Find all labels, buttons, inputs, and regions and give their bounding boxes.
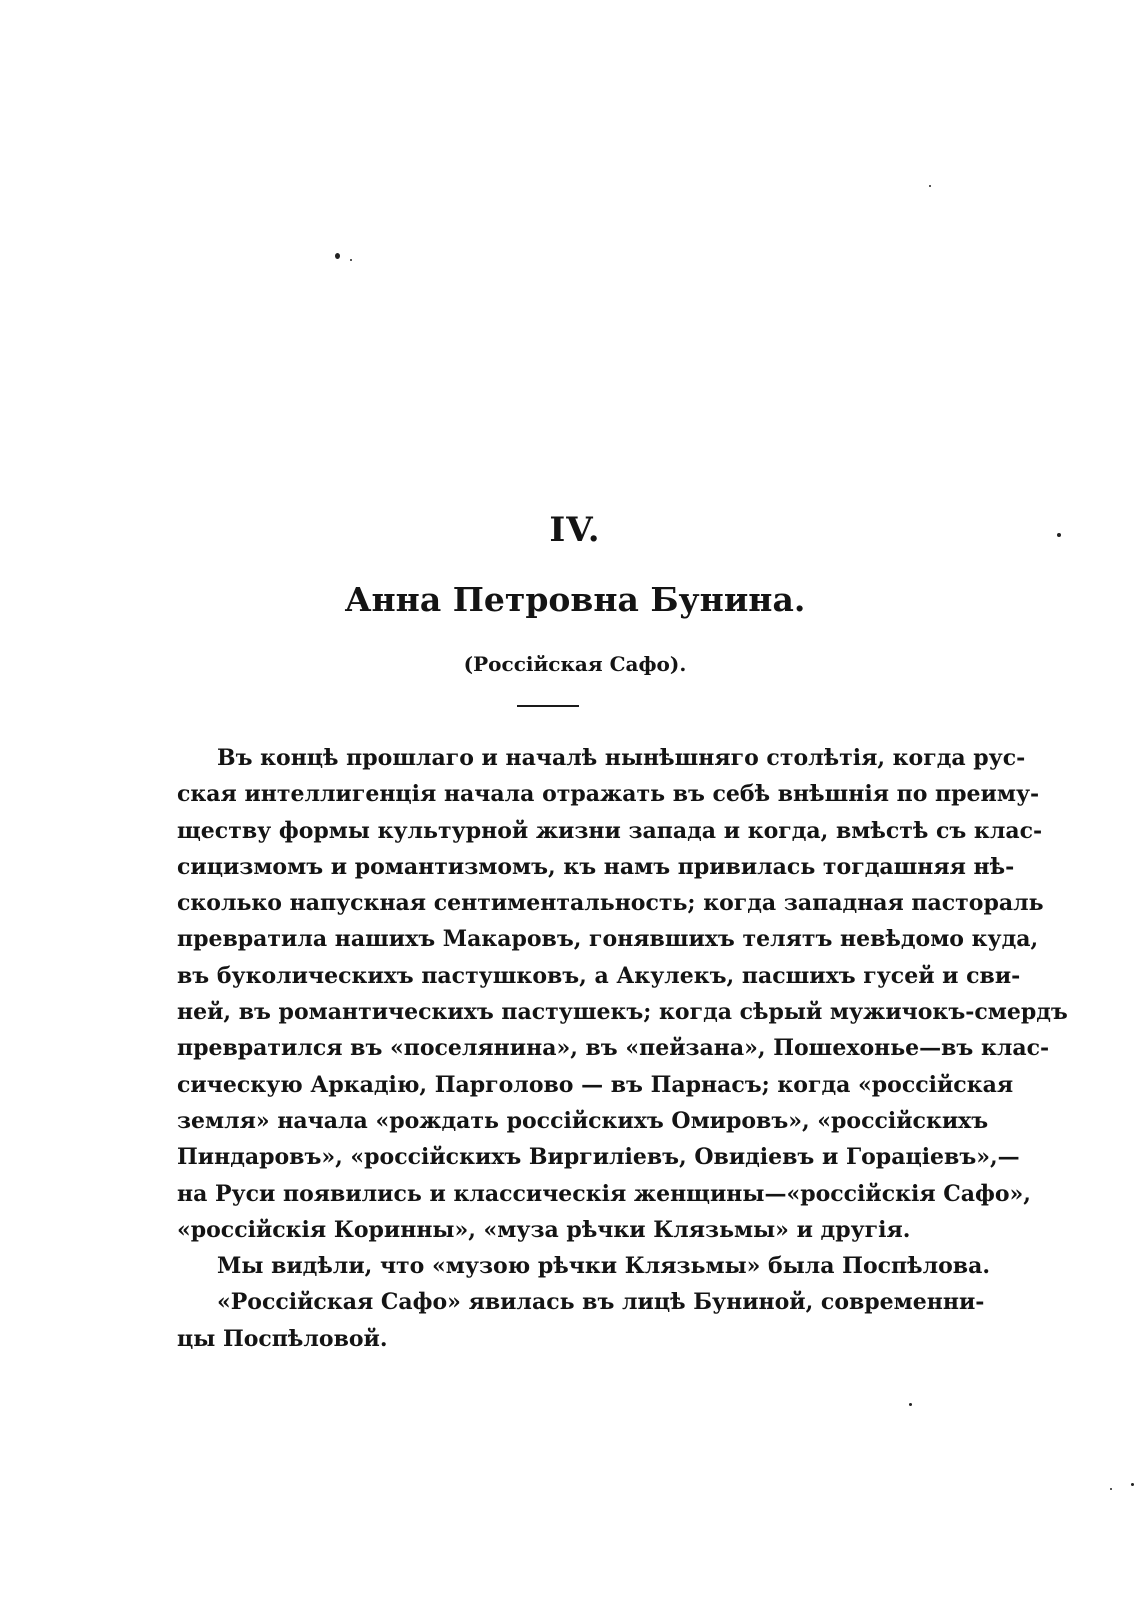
text-line: «Россійская Сафо» явилась въ лицѣ Буниной, современни- [217,1289,985,1316]
text-line: цы Поспѣловой. [177,1325,388,1352]
chapter-title: Анна Петровна Бунина. [344,580,806,619]
title-divider [517,705,579,707]
text-line: въ буколическихъ пастушковъ, а Акулекъ, пасшихъ гусей и сви- [177,962,1021,989]
scan-speck [335,253,340,259]
text-line: превратился въ «поселянина», въ «пейзана», Пошехонье—въ клас- [177,1035,1050,1062]
text-line: ществу формы культурной жизни запада и когда, вмѣстѣ съ клас- [177,817,1043,844]
paragraph [177,740,1068,1248]
chapter-subtitle: (Россійская Сафо). [463,652,687,676]
scan-speck [909,1403,912,1406]
text-line: «россійскія Коринны», «муза рѣчки Клязьмы» и другія. [177,1216,911,1243]
text-line: ская интеллигенція начала отражать въ себѣ внѣшнія по преиму- [177,781,1040,808]
text-line: сколько напускная сентиментальность; когда западная пастораль [177,890,1044,917]
scan-speck [929,185,931,187]
text-line: Въ концѣ прошлаго и началѣ нынѣшняго столѣтія, когда рус- [217,745,1026,771]
chapter-number: IV. [549,510,601,550]
text-line: превратила нашихъ Макаровъ, гонявшихъ телятъ невѣдомо куда, [177,926,1039,953]
scan-speck [1131,1483,1134,1486]
text-line: Мы видѣли, что «музою рѣчки Клязьмы» была Поспѣлова. [217,1253,990,1280]
text-line: ней, въ романтическихъ пастушекъ; когда сѣрый мужичокъ-смердъ [177,999,1068,1026]
text-line: сическую Аркадію, Парголово — въ Парнасъ; когда «россійская [177,1071,1014,1098]
text-line: сицизмомъ и романтизмомъ, къ намъ привилась тогдашняя нѣ- [177,853,1015,880]
text-line: Пиндаровъ», «россійскихъ Виргиліевъ, Овидіевъ и Гораціевъ»,— [177,1144,1020,1171]
text-line: земля» начала «рождать россійскихъ Омировъ», «россійскихъ [177,1107,989,1134]
scan-speck [350,259,352,261]
paragraph [177,1248,990,1284]
paragraph [177,1284,985,1357]
scan-speck [1110,1488,1112,1490]
body-text [177,740,1068,1357]
text-line: на Руси появились и классическія женщины—«россійскія Сафо», [177,1180,1031,1207]
